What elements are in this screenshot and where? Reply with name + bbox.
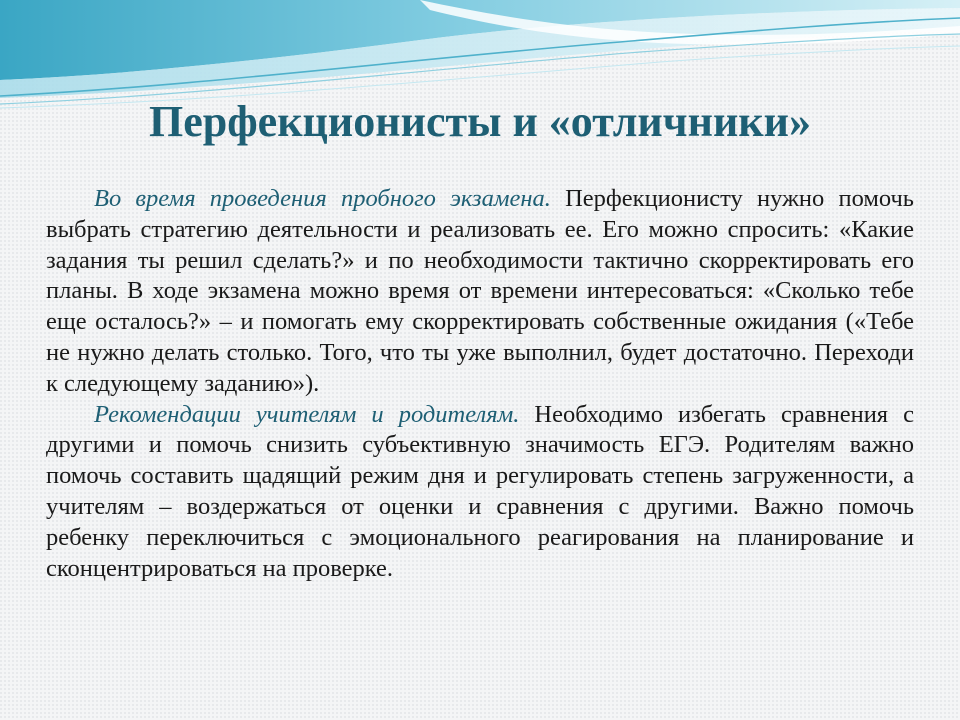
paragraph-text: Необходимо избегать сравнения с другими и помочь снизить субъективную значимость ЕГЭ. Родителям важно помочь составить щадящий режим дня и регулировать степень загруженности, а учителям – воздержаться от оценки и сравнения с другими. Важно помочь ребенку переключиться с эмоционального реагирования на планирование и сконцентрироваться на проверке. — [46, 400, 914, 582]
paragraph-text: Перфекционисту нужно помочь выбрать стратегию деятельности и реализовать ее. Его можно спросить: «Какие задания ты решил сделать?» и по необходимости тактично скорректировать его планы. В ходе экзамена можно время от времени интересоваться: «Сколько тебе еще осталось?» – и помогать ему скорректировать собственные ожидания («Тебе не нужно делать столько. Того, что ты уже выполнил, будет достаточно. Переходи к следующему заданию»). — [46, 185, 914, 397]
paragraph-lead: Во время проведения пробного экзамена. — [94, 185, 551, 212]
slide-body — [46, 184, 914, 584]
paragraph-exam — [46, 184, 914, 400]
slide-title: Перфекционисты и «отличники» — [149, 97, 811, 146]
paragraph-lead: Рекомендации учителям и родителям. — [94, 400, 520, 428]
paragraph-recommendations — [46, 400, 914, 585]
